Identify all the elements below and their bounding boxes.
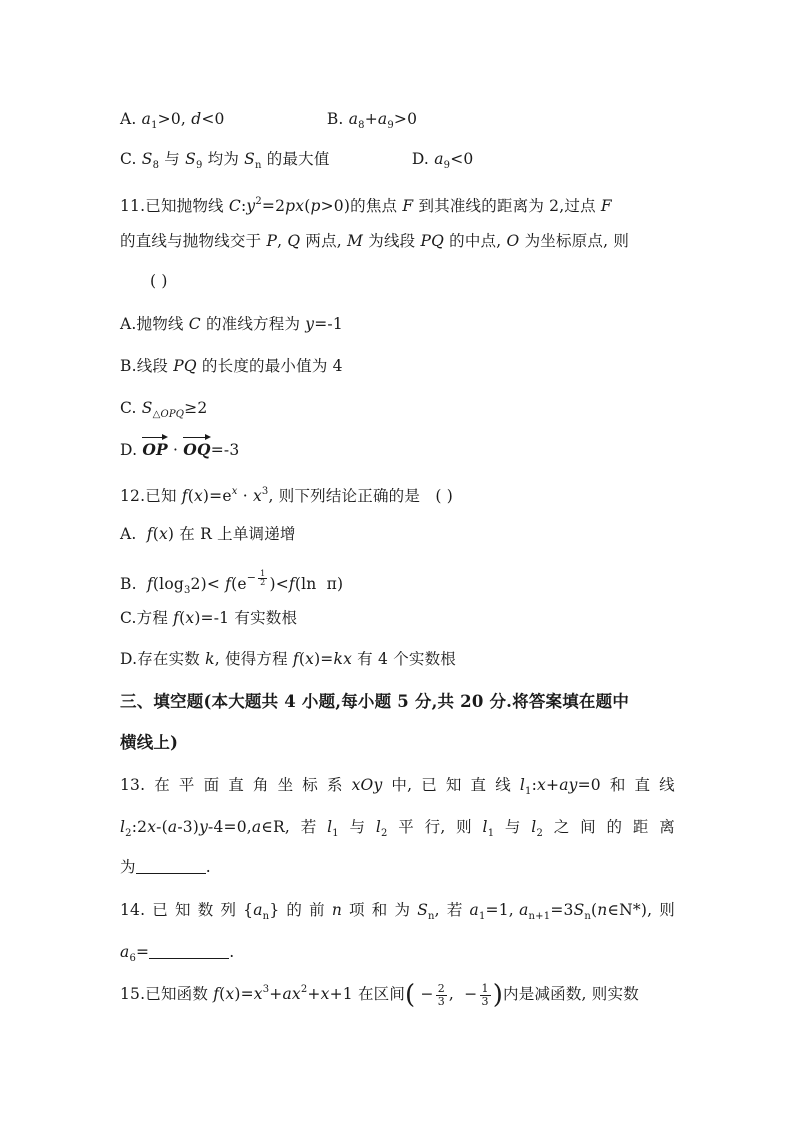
q15-stem: 15.已知函数 $f(x)=x^3+ax^2+x+1$ 在区间( − $\frac{2}{3}$ , − $\frac{1}{3}$ )内是减函数, 则实数 [120,980,639,1010]
q13-line2: $l_2:2x-(a-3)y-4=0,a\in R$, 若 $l_1$ 与 $l_2$ 平 行, 则 $l_1$ 与 $l_2$ 之 间 的 距 离 [120,818,675,839]
vector-oq: OQ [183,438,210,462]
vector-op: OP [142,438,168,462]
q11-option-a: A.抛物线 C 的准线方程为 y=-1 [120,315,343,333]
q13-line3: 为 . [120,858,211,876]
q13-answer-blank[interactable] [136,857,206,874]
q11-stem-line1: 11.已知抛物线 $C:y^2=2px(p>0)$的焦点 F 到其准线的距离为 2,过点 F [120,196,612,215]
q10-option-b: B. $a_8+a_9>0$ [326,110,418,131]
q12-stem: 12.已知 $f(x)=e^x \cdot x^3$, 则下列结论正确的是 ( ) [120,486,454,505]
q10-option-c: C. $S_8$ 与 $S_9$ 均为 $S_n$ 的最大值 [120,150,330,171]
q10-option-d: D. $a_9<0$ [411,150,474,171]
q11-option-c: C. $S_{\triangle OPQ}\ge 2$ [120,399,208,420]
q11-option-b: B.线段 PQ 的长度的最小值为 4 [120,357,343,375]
q14-answer-blank[interactable] [149,942,229,959]
q14-line1: 14. 已 知 数 列 $\{a_n\}$ 的 前 n 项 和 为 $S_n$, 若 $a_1=1$, $a_{n+1}=3S_n(n\in N*)$, 则 [120,901,675,922]
q10-option-a: A. $a_1>0$, d<0 [120,110,225,131]
q11-option-d: D. OP · OQ=-3 [120,438,239,462]
q10-options-ab [120,107,417,138]
section-3-title: 三、填空题(本大题共 4 小题,每小题 5 分,共 20 分.将答案填在题中 [120,692,630,711]
q11-answer-paren: ( ) [150,272,168,290]
q11-stem-line2: 的直线与抛物线交于 P, Q 两点, M 为线段 PQ 的中点, O 为坐标原点, 则 [120,232,630,250]
q10-options-cd [120,147,473,178]
q12-option-c: C.方程 f(x)=-1 有实数根 [120,609,298,627]
section-3-title-cont: 横线上) [120,733,179,752]
q13-line1: 13. 在 平 面 直 角 坐 标 系 xOy 中, 已 知 直 线 $l_1:x+ay=0$ 和 直 线 [120,776,675,797]
q12-option-b: B. $f(\log_32)< f(e^{- \frac{1}{2}}$ )<f(ln π) [120,568,344,596]
q14-line2: $a_6=$ . [120,943,235,964]
q12-option-d: D.存在实数 k, 使得方程 f(x)=kx 有 4 个实数根 [120,650,456,668]
q12-option-a: A. f(x) 在 R 上单调递增 [120,525,296,543]
